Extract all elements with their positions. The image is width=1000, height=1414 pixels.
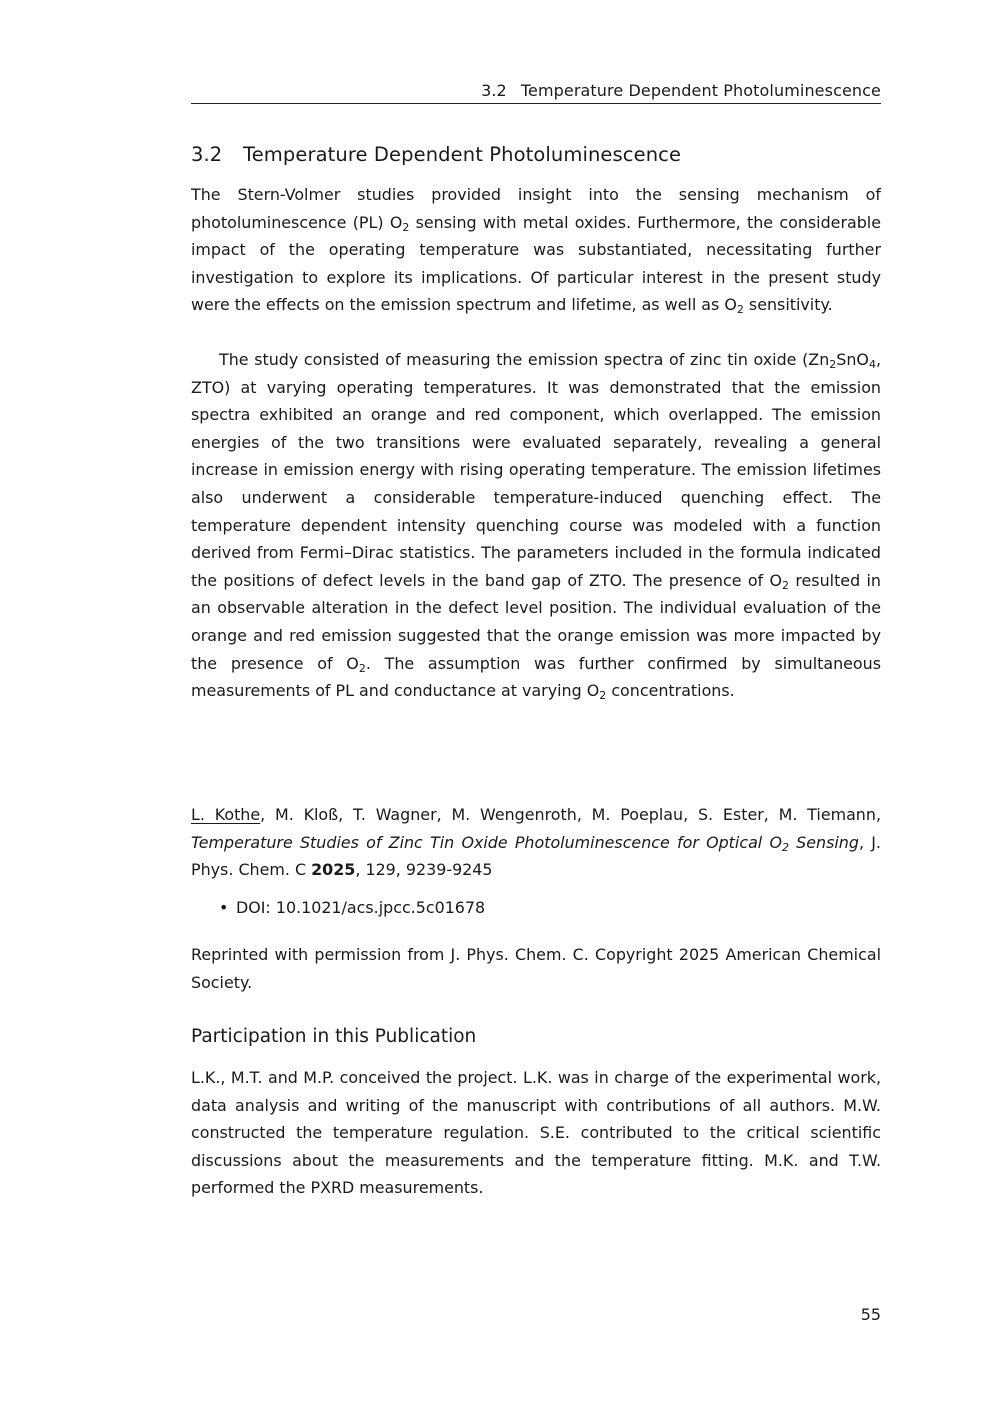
intro-text-3: sensitivity. (743, 295, 833, 315)
running-header-title: Temperature Dependent Photoluminescence (520, 81, 881, 100)
summary-sub-1: 2 (829, 358, 837, 371)
citation-first-author: L. Kothe (191, 805, 261, 824)
summary-text-1: The study consisted of measuring the emission spectra of zinc tin oxide (Zn (219, 350, 830, 369)
section-number: 3.2 (191, 143, 223, 166)
running-header (191, 78, 881, 104)
summary-sub-5: 2 (599, 689, 607, 703)
citation-authors: , M. Kloß, T. Wagner, M. Wengenroth, M. Poeplau, S. Ester, M. Tiemann, (260, 805, 882, 824)
intro-text-1: The Stern-Volmer studies provided insight into the sensing mechanism of photoluminescence (PL) O (191, 185, 881, 232)
permission-note: Reprinted with permission from J. Phys. Chem. C. Copyright 2025 American Chemical Society. (191, 945, 881, 992)
summary-text-2: SnO (836, 350, 869, 369)
doi-list (191, 894, 881, 922)
summary-text-3: , ZTO) at varying operating temperatures. It was demonstrated that the emission spectra exhibited an orange and red component, which overlapped. The emission energies of the two transitions were evaluated separately, revealing a general increase in emission energy with rising operating temperature. The emission lifetimes also underwent a considerable temperature-induced quenching effect. The temperature dependent intensity quenching course was modeled with a function derived from Fermi–Dirac statistics. The parameters included in the formula indicated the positions of defect levels in the band gap of ZTO. The presence of O (191, 350, 881, 590)
citation-title-sub: 2 (781, 840, 789, 854)
summary-sub-3: 2 (782, 578, 789, 592)
summary-text-6: concentrations. (606, 681, 735, 701)
citation-volume-pages: , 129, 9239-9245 (355, 860, 493, 880)
section-title (191, 142, 681, 168)
bullet-icon: • (219, 898, 229, 917)
citation-journal: , J. Phys. Chem. C (191, 832, 881, 880)
intro-text-2: sensing with metal oxides. Furthermore, the considerable impact of the operating temperature was substantiated, necessitating further investigation to explore its implications. Of particular interest in the present study were the effects on the emission spectrum and lifetime, as well as O (191, 212, 881, 315)
participation-title: Participation in this Publication (191, 1026, 477, 1047)
citation-year: 2025 (311, 860, 356, 880)
summary-text-5: . The assumption was further confirmed by simultaneous measurements of PL and conductance at varying O (191, 653, 881, 701)
citation-title-1: Temperature Studies of Zinc Tin Oxide Photoluminescence for Optical O (191, 832, 782, 852)
summary-paragraph (191, 346, 881, 705)
doi-text: DOI: 10.1021/acs.jpcc.5c01678 (236, 898, 486, 917)
intro-sub-1: 2 (402, 220, 410, 234)
summary-sub-2: 4 (868, 358, 876, 371)
page-number: 55 (860, 1305, 881, 1324)
participation-text: L.K., M.T. and M.P. conceived the project. L.K. was in charge of the experimental work, data analysis and writing of the manuscript with contributions of all authors. M.W. constructed the temperature regulation. S.E. contributed to the critical scientific discussions about the measurements and the temperature fitting. M.K. and T.W. performed the PXRD measurements. (191, 1068, 881, 1198)
doi-item (191, 894, 881, 922)
citation (191, 801, 881, 884)
running-header-number: 3.2 (481, 81, 507, 100)
citation-title (191, 833, 859, 852)
intro-sub-2: 2 (736, 303, 744, 317)
intro-paragraph (191, 181, 881, 319)
summary-sub-4: 2 (358, 661, 366, 675)
citation-title-2: Sensing (788, 832, 859, 852)
section-title-text: Temperature Dependent Photoluminescence (243, 143, 682, 166)
summary-text-4: resulted in an observable alteration in the defect level position. The individual evaluation of the orange and red emission suggested that the orange emission was more impacted by the presence of O (191, 570, 881, 673)
